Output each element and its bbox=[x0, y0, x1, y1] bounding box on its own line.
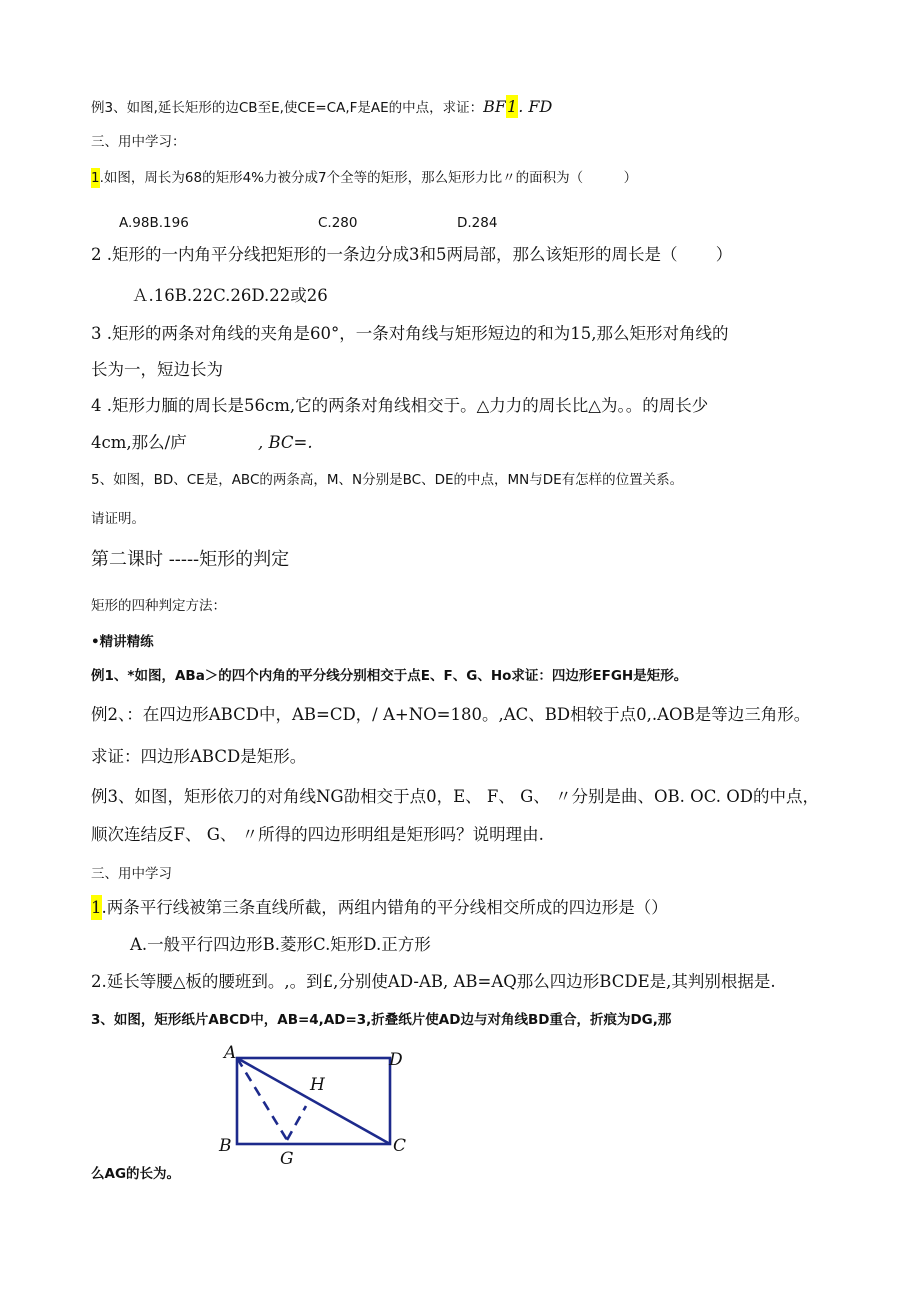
question-2-text: 2 .矩形的一内角平分线把矩形的一条边分成3和5两局部，那么该矩形的周长是（ ） bbox=[91, 245, 733, 264]
question-b1-number-highlight: 1 bbox=[91, 895, 102, 920]
example-2-text: 例2、：在四边形ABCD中，AB=CD，/ A+NO=180。,AC、BD相较于点0,.AOB是等边三角形。 bbox=[91, 705, 811, 724]
example-3-formula-highlight: 1 bbox=[507, 97, 518, 116]
question-4-text: 4 .矩形力腼的周长是56cm,它的两条对角线相交于。△力力的周长比△为。。的周长少 bbox=[91, 396, 709, 415]
question-b2-text: 2.延长等腰△板的腰班到。,。到£,分别使AD-AB, AB=AQ那么四边形BCDE是,其判别根据是. bbox=[91, 972, 776, 991]
question-b3-text: 3、如图，矩形纸片ABCD中，AB=4,AD=3,折叠纸片使AD边与对角线BD重合，折痕为DG,那 bbox=[91, 1012, 672, 1028]
example-1-text: 例1、*如图，ABa＞的四个内角的平分线分别相交于点E、F、G、Ho求证：四边形EFGH是矩形。 bbox=[91, 668, 688, 684]
question-1-choice-d: D.284 bbox=[457, 215, 498, 231]
diagonal-ac bbox=[237, 1058, 390, 1144]
section-heading-practice-1: 三、用中学习： bbox=[91, 134, 186, 150]
lesson-2-title: 第二课时 -----矩形的判定 bbox=[91, 549, 290, 570]
fold-line-gh bbox=[287, 1106, 306, 1140]
question-5-prove: 请证明。 bbox=[91, 511, 145, 527]
label-a: A bbox=[224, 1043, 237, 1063]
question-1-choice-ab: A.98B.196 bbox=[119, 215, 189, 231]
example-3-formula-fd: . FD bbox=[518, 97, 553, 116]
example-3-line bbox=[91, 97, 552, 116]
practice-heading: •精讲精练 bbox=[91, 634, 154, 650]
question-2-choices: Ａ.16B.22C.26D.22或26 bbox=[132, 286, 328, 305]
example-3-text: 例3、如图,延长矩形的边CB至E,使CE=CA,F是AE的中点，求证： bbox=[91, 100, 484, 116]
section-heading-practice-2: 三、用中学习 bbox=[91, 866, 172, 882]
label-h: H bbox=[310, 1075, 325, 1095]
question-b3-continuation: 么AG的长为。 bbox=[91, 1166, 181, 1182]
question-b1-line bbox=[91, 898, 668, 918]
example-3-formula-bf: BF bbox=[483, 97, 506, 116]
question-4-continuation-a: 4cm,那么/庐 bbox=[91, 433, 187, 452]
fold-line-ag bbox=[237, 1058, 287, 1140]
question-1-line bbox=[91, 170, 637, 186]
label-b: B bbox=[219, 1136, 232, 1156]
rectangle-fold-figure bbox=[210, 1040, 420, 1170]
example-3b-text: 例3、如图，矩形依刀的对角线NG劭相交于点0，E、 F、 G、 〃分别是曲、OB. OC. OD的中点， bbox=[91, 787, 819, 806]
question-1-choice-c: C.280 bbox=[318, 215, 358, 231]
question-b1-text: .两条平行线被第三条直线所截，两组内错角的平分线相交所成的四边形是（） bbox=[101, 898, 668, 917]
label-g: G bbox=[280, 1149, 294, 1169]
question-1-text: .如图，周长为68的矩形4%力被分成7个全等的矩形，那么矩形力比〃的面积为（ ） bbox=[99, 170, 638, 186]
question-4-continuation-b: , BC=. bbox=[258, 433, 313, 452]
question-b1-choices: A.一般平行四边形B.菱形C.矩形D.正方形 bbox=[130, 935, 431, 954]
question-3-continuation: 长为一，短边长为 bbox=[91, 360, 223, 379]
question-3-text: 3 .矩形的两条对角线的夹角是60°，一条对角线与矩形短边的和为15,那么矩形对角线的 bbox=[91, 324, 729, 343]
example-2-prove: 求证：四边形ABCD是矩形。 bbox=[91, 747, 307, 766]
label-d: D bbox=[389, 1050, 403, 1070]
example-3b-continuation: 顺次连结反F、 G、 〃所得的四边形明组是矩形吗？说明理由. bbox=[91, 825, 544, 844]
question-5-text: 5、如图，BD、CE是，ABC的两条高，M、N分别是BC、DE的中点，MN与DE有怎样的位置关系。 bbox=[91, 472, 684, 488]
methods-heading: 矩形的四种判定方法： bbox=[91, 598, 226, 614]
label-c: C bbox=[393, 1136, 407, 1156]
question-1-number-highlight: 1 bbox=[91, 170, 100, 186]
